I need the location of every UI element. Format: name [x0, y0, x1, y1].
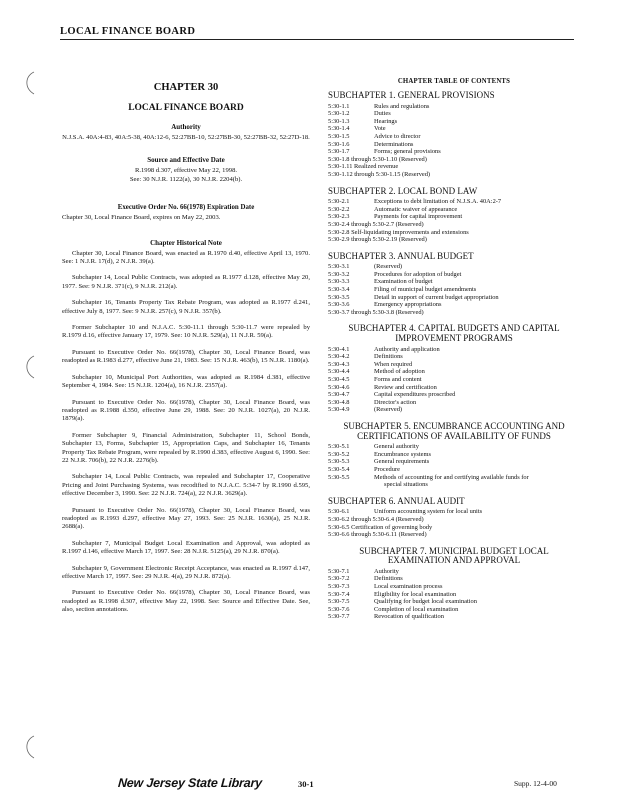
toc-entry[interactable]: 5:30-1.4 Vote — [328, 125, 386, 133]
toc-entry[interactable]: 5:30-1.11 Realized revenue — [328, 163, 399, 171]
toc-entry[interactable]: 5:30-1.7 Forms; general provisions — [328, 148, 441, 156]
toc-entry[interactable]: 5:30-7.1 Authority — [328, 567, 399, 575]
toc-entry[interactable]: 5:30-5.4 Procedure — [328, 465, 400, 473]
toc-entry[interactable]: 5:30-5.1 General authority — [328, 443, 419, 451]
subchapter-7-list — [328, 568, 580, 621]
toc-entry[interactable]: 5:30-3.6 Emergency appropriations — [328, 301, 442, 309]
toc-entry[interactable]: 5:30-7.7 Revocation of qualification — [328, 613, 444, 621]
toc-entry[interactable]: 5:30-1.5 Advice to director — [328, 132, 421, 140]
running-title: LOCAL FINANCE BOARD — [60, 26, 196, 37]
toc-entry[interactable]: 5:30-6.5 Certification of governing body — [328, 523, 433, 531]
toc-title: CHAPTER TABLE OF CONTENTS — [397, 78, 511, 85]
subchapter-4-heading-line2: IMPROVEMENT PROGRAMS — [395, 333, 513, 344]
toc-entry[interactable]: 5:30-4.4 Method of adoption — [328, 368, 425, 376]
subchapter-2-list — [328, 198, 580, 244]
source-text-1: R.1998 d.307, effective May 22, 1998. — [134, 167, 238, 175]
subchapter-7-heading-line2: EXAMINATION AND APPROVAL — [387, 555, 521, 566]
toc-entry[interactable]: 5:30-1.3 Hearings — [328, 117, 398, 125]
subchapter-3-list — [328, 263, 580, 316]
subchapter-5-heading-line2: CERTIFICATIONS OF AVAILABILITY OF FUNDS — [357, 430, 551, 441]
toc-entry[interactable]: 5:30-3.5 Detail in support of current budget appropriation — [328, 293, 499, 301]
toc-entry[interactable]: 5:30-1.2 Duties — [328, 110, 391, 118]
toc-entry[interactable]: 5:30-5.5 Methods of accounting for and certifying available funds for — [328, 473, 529, 481]
toc-entry[interactable]: 5:30-4.1 Authority and application — [328, 345, 440, 353]
history-heading: Chapter Historical Note — [150, 238, 222, 247]
toc-entry[interactable]: 5:30-3.7 through 5:30-3.8 (Reserved) — [328, 308, 424, 316]
history-paragraph: Subchapter 14, Local Public Contracts, was adopted as R.1977 d.128, effective May 20, 1977. See: 9 N.J.R. 371(c), 9 N.J.R. 212(a). — [62, 274, 310, 290]
toc-entry[interactable]: 5:30-2.8 Self-liquidating improvements and extensions — [328, 228, 469, 236]
toc-entry[interactable]: 5:30-5.3 General requirements — [328, 458, 430, 466]
subchapter-6-heading: SUBCHAPTER 6. ANNUAL AUDIT — [328, 495, 465, 506]
toc-entry[interactable]: 5:30-1.1 Rules and regulations — [328, 102, 430, 110]
history-paragraph: Pursuant to Executive Order No. 66(1978), Chapter 30, Local Finance Board, was readopted as R.1998 d.307, effective May 22, 1998. See: Source and Effective Date. See, also, section annotations. — [62, 589, 310, 614]
subchapter-1-heading: SUBCHAPTER 1. GENERAL PROVISIONS — [328, 90, 495, 100]
toc-entry[interactable]: 5:30-4.8 Director's action — [328, 398, 417, 406]
subchapter-4-heading — [328, 324, 580, 343]
toc-entry[interactable]: 5:30-3.1 (Reserved) — [328, 263, 403, 271]
page-number: 30-1 — [298, 779, 314, 789]
history-paragraph: Former Subchapter 10 and N.J.A.C. 5:30-11.1 through 5:30-11.7 were repealed by R.1979 d.16, effective January 17, 1979. See: 10 N.J.R. 529(a), 11 N.J.R. 59(a). — [62, 324, 310, 340]
supplement-date: Supp. 12-4-00 — [514, 779, 557, 788]
authority-heading: Authority — [171, 123, 201, 131]
subchapter-5-heading-line1: SUBCHAPTER 5. ENCUMBRANCE ACCOUNTING AND — [343, 420, 565, 431]
history-paragraph: Subchapter 7, Municipal Budget Local Examination and Approval, was adopted as R.1997 d.146, effective March 17, 1997. See: 28 N.J.R. 5125(a), 29 N.J.R. 870(a). — [62, 539, 310, 556]
subchapter-3-heading: SUBCHAPTER 3. ANNUAL BUDGET — [328, 250, 474, 261]
subchapter-5-list — [328, 443, 580, 489]
history-paragraph: Former Subchapter 9, Financial Administration, Subchapter 11, School Bonds, Subchapter 13, Forms, Subchapter 15, Appropriation Caps, and Subchapter 16, Tenants Property Tax Rebate Program, were repealed by R.1990 d.383, effective August 6, 1990. See: 22 N.J.R. 706(b), 22 N.J.R. 2276(b). — [62, 431, 310, 464]
toc-entry[interactable]: 5:30-7.5 Qualifying for budget local examination — [328, 598, 477, 606]
toc-entry[interactable]: 5:30-1.6 Determinations — [328, 140, 414, 148]
source-text-2: See: 30 N.J.R. 1122(a), 30 N.J.R. 2204(b). — [129, 175, 243, 183]
toc-entry[interactable]: 5:30-7.4 Eligibility for local examination — [328, 590, 457, 598]
toc-entry[interactable]: 5:30-6.1 Uniform accounting system for local units — [328, 508, 483, 516]
toc-entry[interactable]: 5:30-2.9 through 5:30-2.19 (Reserved) — [328, 236, 427, 244]
toc-entry[interactable]: 5:30-7.2 Definitions — [328, 575, 403, 583]
toc-entry[interactable]: 5:30-1.12 through 5:30-1.15 (Reserved) — [328, 170, 431, 178]
history-paragraph: Pursuant to Executive Order No. 66(1978), Chapter 30, Local Finance Board, was readopted as R.1988 d.350, effective June 29, 1988. See: 20 N.J.R. 1027(a), 20 N.J.R. 1879(a). — [62, 398, 310, 423]
history-paragraph: Pursuant to Executive Order No. 66(1978), Chapter 30, Local Finance Board, was readopted as R.1993 d.297, effective May 27, 1993. See: 25 N.J.R. 1630(a), 25 N.J.R. 2688(a). — [62, 506, 310, 531]
subchapter-1-list — [328, 103, 580, 179]
toc-entry[interactable]: 5:30-4.2 Definitions — [328, 353, 403, 361]
page-footer — [0, 776, 618, 796]
toc-entry[interactable]: 5:30-5.2 Encumbrance systems — [328, 450, 431, 458]
chapter-number: CHAPTER 30 — [153, 82, 219, 93]
toc-entry[interactable]: 5:30-3.3 Examination of budget — [328, 278, 433, 286]
toc-entry[interactable]: 5:30-4.9 (Reserved) — [328, 406, 403, 414]
toc-entry-continuation: special situations — [384, 481, 428, 489]
subchapter-4-list — [328, 346, 580, 414]
chapter-name: LOCAL FINANCE BOARD — [128, 103, 244, 113]
toc-entry[interactable]: 5:30-7.6 Completion of local examination — [328, 605, 459, 613]
toc-entry[interactable]: 5:30-3.2 Procedures for adoption of budget — [328, 270, 462, 278]
eo-heading: Executive Order No. 66(1978) Expiration Date — [117, 204, 255, 212]
history-paragraph: Subchapter 10, Municipal Port Authorities, was adopted as R.1984 d.381, effective September 4, 1984. See: 15 N.J.R. 1204(a), 16 N.J.R. 2357(a). — [62, 373, 310, 390]
chapter-front-matter — [62, 82, 310, 623]
running-header — [60, 26, 574, 40]
library-stamp: New Jersey State Library — [117, 776, 263, 790]
toc-entry[interactable]: 5:30-6.6 through 5:30-6.11 (Reserved) — [328, 531, 427, 539]
subchapter-7-heading — [328, 547, 580, 566]
history-paragraph: Pursuant to Executive Order No. 66(1978), Chapter 30, Local Finance Board, was readopted as R.1983 d.277, effective June 21, 1983. See: 15 N.J.R. 463(b), 15 N.J.R. 1180(a). — [62, 348, 310, 365]
subchapter-6-list — [328, 508, 580, 538]
toc-entry[interactable]: 5:30-4.6 Review and certification — [328, 383, 437, 391]
toc-entry[interactable]: 5:30-2.3 Payments for capital improvement — [328, 213, 463, 221]
history-paragraph: Chapter 30, Local Finance Board, was enacted as R.1970 d.40, effective April 13, 1970. See: 1 N.J.R. 17(d), 2 N.J.R. 39(a). — [62, 249, 310, 266]
toc-entry[interactable]: 5:30-1.8 through 5:30-1.10 (Reserved) — [328, 155, 427, 163]
subchapter-2-heading: SUBCHAPTER 2. LOCAL BOND LAW — [328, 185, 478, 196]
eo-text: Chapter 30, Local Finance Board, expires on May 22, 2003. — [62, 214, 221, 222]
toc-entry[interactable]: 5:30-7.3 Local examination process — [328, 583, 443, 591]
margin-pen-mark-icon — [22, 70, 36, 96]
toc-entry[interactable]: 5:30-6.2 through 5:30-6.4 (Reserved) — [328, 515, 424, 523]
toc-entry[interactable]: 5:30-2.2 Automatic waiver of appearance — [328, 205, 458, 213]
toc-entry[interactable]: 5:30-4.5 Forms and content — [328, 376, 422, 383]
toc-entry[interactable]: 5:30-2.4 through 5:30-2.7 (Reserved) — [328, 220, 424, 228]
toc-entry[interactable]: 5:30-3.4 Filing of municipal budget amendments — [328, 286, 477, 294]
history-paragraph: Subchapter 9, Government Electronic Receipt Acceptance, was enacted as R.1997 d.147, effective March 17, 1997. See: 29 N.J.R. 4(a), 29 N.J.R. 872(a). — [62, 564, 310, 580]
authority-text: N.J.S.A. 40A:4-83, 40A:5-38, 40A:12-6, 52:27BB-10, 52:27BB-30, 52:27BB-32, 52:27D-18. — [62, 134, 310, 141]
toc-entry[interactable]: 5:30-2.1 Exceptions to debt limitation of N.J.S.A. 40A:2-7 — [328, 198, 502, 206]
chapter-table-of-contents — [328, 78, 580, 621]
history-notes — [62, 250, 310, 615]
subchapter-4-heading-line1: SUBCHAPTER 4. CAPITAL BUDGETS AND CAPITAL — [348, 323, 560, 334]
history-paragraph: Subchapter 14, Local Public Contracts, was repealed and Subchapter 17, Cooperative Pricing and Joint Purchasing Systems, was recodified to N.J.A.C. 5:34-7 by R.1990 d.595, effective December 3, 1990. See: 22 N.J.R. 724(a), 22 N.J.R. 3629(a). — [62, 473, 310, 498]
toc-entry[interactable]: 5:30-4.7 Capital expenditures proscribed — [328, 391, 456, 399]
history-paragraph: Subchapter 16, Tenants Property Tax Rebate Program, was adopted as R.1977 d.241, effective July 8, 1977. See: 9 N.J.R. 257(c), 9 N.J.R. 357(b). — [62, 299, 310, 315]
subchapter-7-heading-line1: SUBCHAPTER 7. MUNICIPAL BUDGET LOCAL — [359, 545, 549, 556]
margin-pen-mark-icon — [22, 734, 36, 760]
subchapter-5-heading — [328, 422, 580, 441]
margin-pen-mark-icon — [22, 354, 36, 380]
source-heading: Source and Effective Date — [147, 156, 225, 165]
toc-entry[interactable]: 5:30-4.3 When required — [328, 360, 413, 368]
